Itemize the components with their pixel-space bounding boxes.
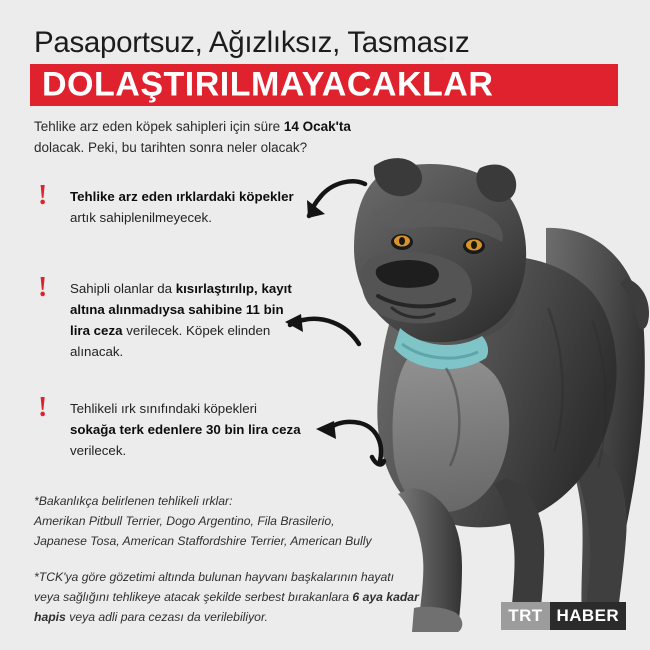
bullet-rest-2: verilecek. Köpek elinden alınacak. <box>70 323 271 359</box>
footnote-breeds-title: *Bakanlıkça belirlenen tehlikeli ırklar: <box>34 494 233 508</box>
bullet-pre-3: Tehlikeli ırk sınıfındaki köpekleri <box>70 401 257 416</box>
bullet-text <box>70 398 303 461</box>
subtitle <box>34 117 394 159</box>
bullet-bold-3: sokağa terk edenlere 30 bin lira ceza <box>70 422 301 437</box>
subtitle-part-1: Tehlike arz eden köpek sahipleri için süre <box>34 119 284 134</box>
arrow-icon-2 <box>283 310 363 357</box>
headline-line-1: Pasaportsuz, Ağızlıksız, Tasmasız <box>34 26 470 59</box>
bullet-bold-2: kısırlaştırılıp, kayıt altına alınmadıysa sahibine 11 bin lira ceza <box>70 281 292 338</box>
footnote-breeds <box>34 492 419 551</box>
bullet-rest-3: verilecek. <box>70 443 127 458</box>
footnote-breeds-line-1: Amerikan Pitbull Terrier, Dogo Argentino, Fila Brasilerio, <box>34 513 335 528</box>
bullet-rest-1: artık sahiplenilmeyecek. <box>70 210 212 225</box>
bullet-text <box>70 186 303 228</box>
bullet-pre-2: Sahipli olanlar da <box>70 281 176 296</box>
footnote-law-pre: *TCK'ya göre gözetimi altında bulunan hayvanı başkalarının hayatı veya sağlığını tehlikeye atacak şekilde serbest bırakanlara <box>34 570 395 604</box>
bullet-bold-1: Tehlike arz eden ırklardaki köpekler <box>70 189 294 204</box>
footnote-law-post: veya adli para cezası da verilebiliyor. <box>65 609 268 624</box>
subtitle-part-2: dolacak. Peki, bu tarihten sonra neler olacak? <box>34 139 308 155</box>
logo-trt: TRT <box>501 602 549 630</box>
bullet-text <box>70 278 303 362</box>
list-item <box>38 180 303 228</box>
trt-haber-logo <box>501 604 626 628</box>
exclamation-icon: ! <box>38 392 48 423</box>
exclamation-icon: ! <box>38 272 48 303</box>
list-item <box>38 392 303 461</box>
exclamation-icon: ! <box>38 180 48 211</box>
footnote-breeds-line-2: Japanese Tosa, American Staffordshire Terrier, American Bully <box>34 533 372 548</box>
list-item <box>38 272 303 362</box>
footnote-law <box>34 568 419 627</box>
arrow-icon-3 <box>310 415 388 476</box>
footnote-law-bold: 6 aya kadar hapis <box>34 589 419 624</box>
logo-haber: HABER <box>550 602 626 630</box>
headline-banner <box>30 64 618 106</box>
subtitle-date: 14 Ocak'ta <box>283 119 351 134</box>
headline-banner-text: DOLAŞTIRILMAYACAKLAR <box>42 65 494 104</box>
arrow-icon-1 <box>303 178 373 235</box>
